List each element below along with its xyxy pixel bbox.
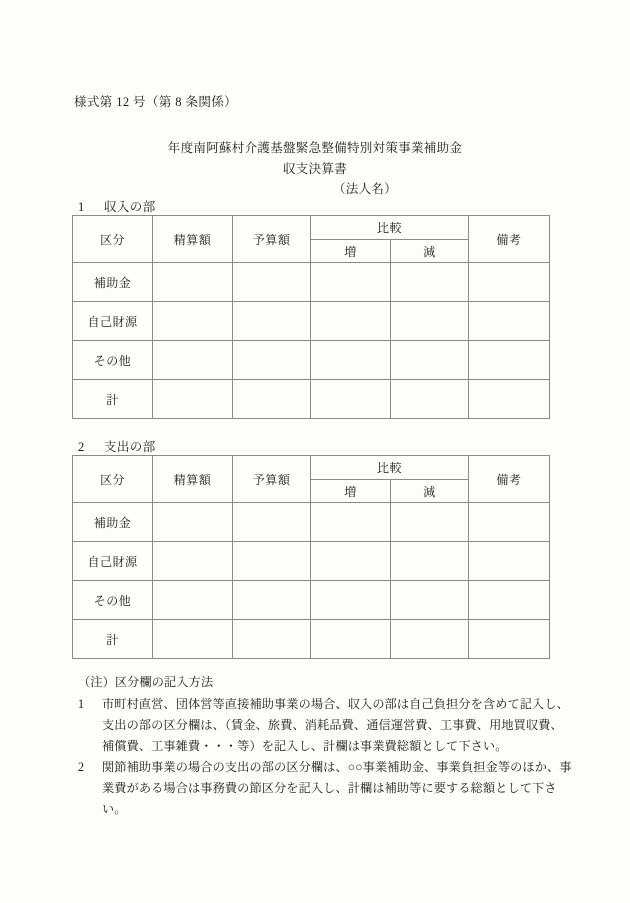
note-text-1: 市町村直営、団体営等直接補助事業の場合、収入の部は自己負担分を含めて記入し、支出の部の区分欄は、（賃金、旅費、消耗品費、通信運営費、工事費、用地買収費、補償費、工事雑費・・・等）を記入し、計欄は事業費総額として下さい。 xyxy=(102,697,569,753)
section-title-income: 収入の部 xyxy=(104,200,156,214)
expenditure-table-header-row-main xyxy=(73,456,550,480)
section-number-income: 1 xyxy=(78,200,85,214)
corporate-name-field: （法人名） xyxy=(332,182,397,196)
section-number-expenditure: 2 xyxy=(78,440,85,454)
expenditure-cell-biko[interactable] xyxy=(469,581,550,620)
expenditure-cell-seisan[interactable] xyxy=(153,503,233,542)
expenditure-table xyxy=(72,455,550,659)
table-row xyxy=(73,620,550,659)
income-cell-seisan[interactable] xyxy=(153,302,233,341)
income-header-yosan: 予算額 xyxy=(233,216,311,263)
expenditure-header-gen: 減 xyxy=(391,480,469,503)
expenditure-header-kubun: 区分 xyxy=(73,456,153,503)
income-header-gen: 減 xyxy=(391,240,469,263)
income-cell-zou[interactable] xyxy=(311,341,391,380)
expenditure-header-seisan: 精算額 xyxy=(153,456,233,503)
section-label-expenditure xyxy=(78,437,156,455)
note-number-2: 2 xyxy=(78,760,85,774)
income-row-label: 補助金 xyxy=(73,263,153,302)
income-header-seisan: 精算額 xyxy=(153,216,233,263)
income-cell-gen[interactable] xyxy=(391,302,469,341)
expenditure-row-label: 補助金 xyxy=(73,503,153,542)
note-item-1 xyxy=(74,694,574,757)
expenditure-cell-gen[interactable] xyxy=(391,503,469,542)
expenditure-header-hikaku: 比較 xyxy=(311,456,469,480)
expenditure-cell-zou[interactable] xyxy=(311,503,391,542)
expenditure-cell-yosan[interactable] xyxy=(233,581,311,620)
note-text-2: 関節補助事業の場合の支出の部の区分欄は、○○事業補助金、事業負担金等のほか、事業費がある場合は事務費の節区分を記入し、計欄は補助等に要する総額として下さい。 xyxy=(102,760,572,816)
income-cell-zou[interactable] xyxy=(311,380,391,419)
expenditure-cell-biko[interactable] xyxy=(469,503,550,542)
income-cell-yosan[interactable] xyxy=(233,380,311,419)
expenditure-cell-seisan[interactable] xyxy=(153,542,233,581)
income-header-biko: 備考 xyxy=(469,216,550,263)
document-title-line-2: 収支決算書 xyxy=(282,162,347,176)
document-title-block xyxy=(0,138,630,180)
form-number: 様式第 12 号（第 8 条関係） xyxy=(74,95,238,109)
expenditure-row-label-total: 計 xyxy=(73,620,153,659)
income-cell-gen[interactable] xyxy=(391,341,469,380)
income-cell-zou[interactable] xyxy=(311,302,391,341)
income-cell-gen[interactable] xyxy=(391,380,469,419)
expenditure-cell-biko[interactable] xyxy=(469,542,550,581)
expenditure-cell-yosan[interactable] xyxy=(233,542,311,581)
table-row xyxy=(73,542,550,581)
income-table xyxy=(72,215,550,419)
expenditure-cell-gen[interactable] xyxy=(391,581,469,620)
section-label-income xyxy=(78,197,156,215)
income-table-header-row-main xyxy=(73,216,550,240)
expenditure-cell-biko[interactable] xyxy=(469,620,550,659)
table-row xyxy=(73,263,550,302)
note-item-2 xyxy=(74,757,574,820)
table-row xyxy=(73,380,550,419)
expenditure-cell-seisan[interactable] xyxy=(153,581,233,620)
expenditure-cell-yosan[interactable] xyxy=(233,620,311,659)
income-cell-seisan[interactable] xyxy=(153,341,233,380)
income-cell-biko[interactable] xyxy=(469,341,550,380)
expenditure-header-biko: 備考 xyxy=(469,456,550,503)
expenditure-cell-gen[interactable] xyxy=(391,620,469,659)
note-number-1: 1 xyxy=(78,697,85,711)
expenditure-cell-seisan[interactable] xyxy=(153,620,233,659)
income-cell-yosan[interactable] xyxy=(233,302,311,341)
income-header-hikaku: 比較 xyxy=(311,216,469,240)
expenditure-header-zou: 増 xyxy=(311,480,391,503)
table-row xyxy=(73,341,550,380)
table-row xyxy=(73,581,550,620)
income-cell-zou[interactable] xyxy=(311,263,391,302)
income-cell-yosan[interactable] xyxy=(233,263,311,302)
income-cell-gen[interactable] xyxy=(391,263,469,302)
notes-heading: （注）区分欄の記入方法 xyxy=(78,675,214,689)
income-row-label: 自己財源 xyxy=(73,302,153,341)
income-row-label: その他 xyxy=(73,341,153,380)
income-cell-yosan[interactable] xyxy=(233,341,311,380)
expenditure-cell-zou[interactable] xyxy=(311,620,391,659)
expenditure-cell-yosan[interactable] xyxy=(233,503,311,542)
expenditure-cell-zou[interactable] xyxy=(311,542,391,581)
income-header-zou: 増 xyxy=(311,240,391,263)
table-row xyxy=(73,302,550,341)
expenditure-row-label: 自己財源 xyxy=(73,542,153,581)
income-cell-biko[interactable] xyxy=(469,302,550,341)
income-header-kubun: 区分 xyxy=(73,216,153,263)
income-cell-seisan[interactable] xyxy=(153,380,233,419)
section-title-expenditure: 支出の部 xyxy=(104,440,156,454)
income-cell-biko[interactable] xyxy=(469,263,550,302)
income-cell-seisan[interactable] xyxy=(153,263,233,302)
expenditure-cell-gen[interactable] xyxy=(391,542,469,581)
expenditure-header-yosan: 予算額 xyxy=(233,456,311,503)
expenditure-row-label: その他 xyxy=(73,581,153,620)
expenditure-cell-zou[interactable] xyxy=(311,581,391,620)
table-row xyxy=(73,503,550,542)
income-row-label-total: 計 xyxy=(73,380,153,419)
income-cell-biko[interactable] xyxy=(469,380,550,419)
document-title-line-1: 年度南阿蘇村介護基盤緊急整備特別対策事業補助金 xyxy=(167,141,463,155)
notes-section xyxy=(74,672,574,820)
